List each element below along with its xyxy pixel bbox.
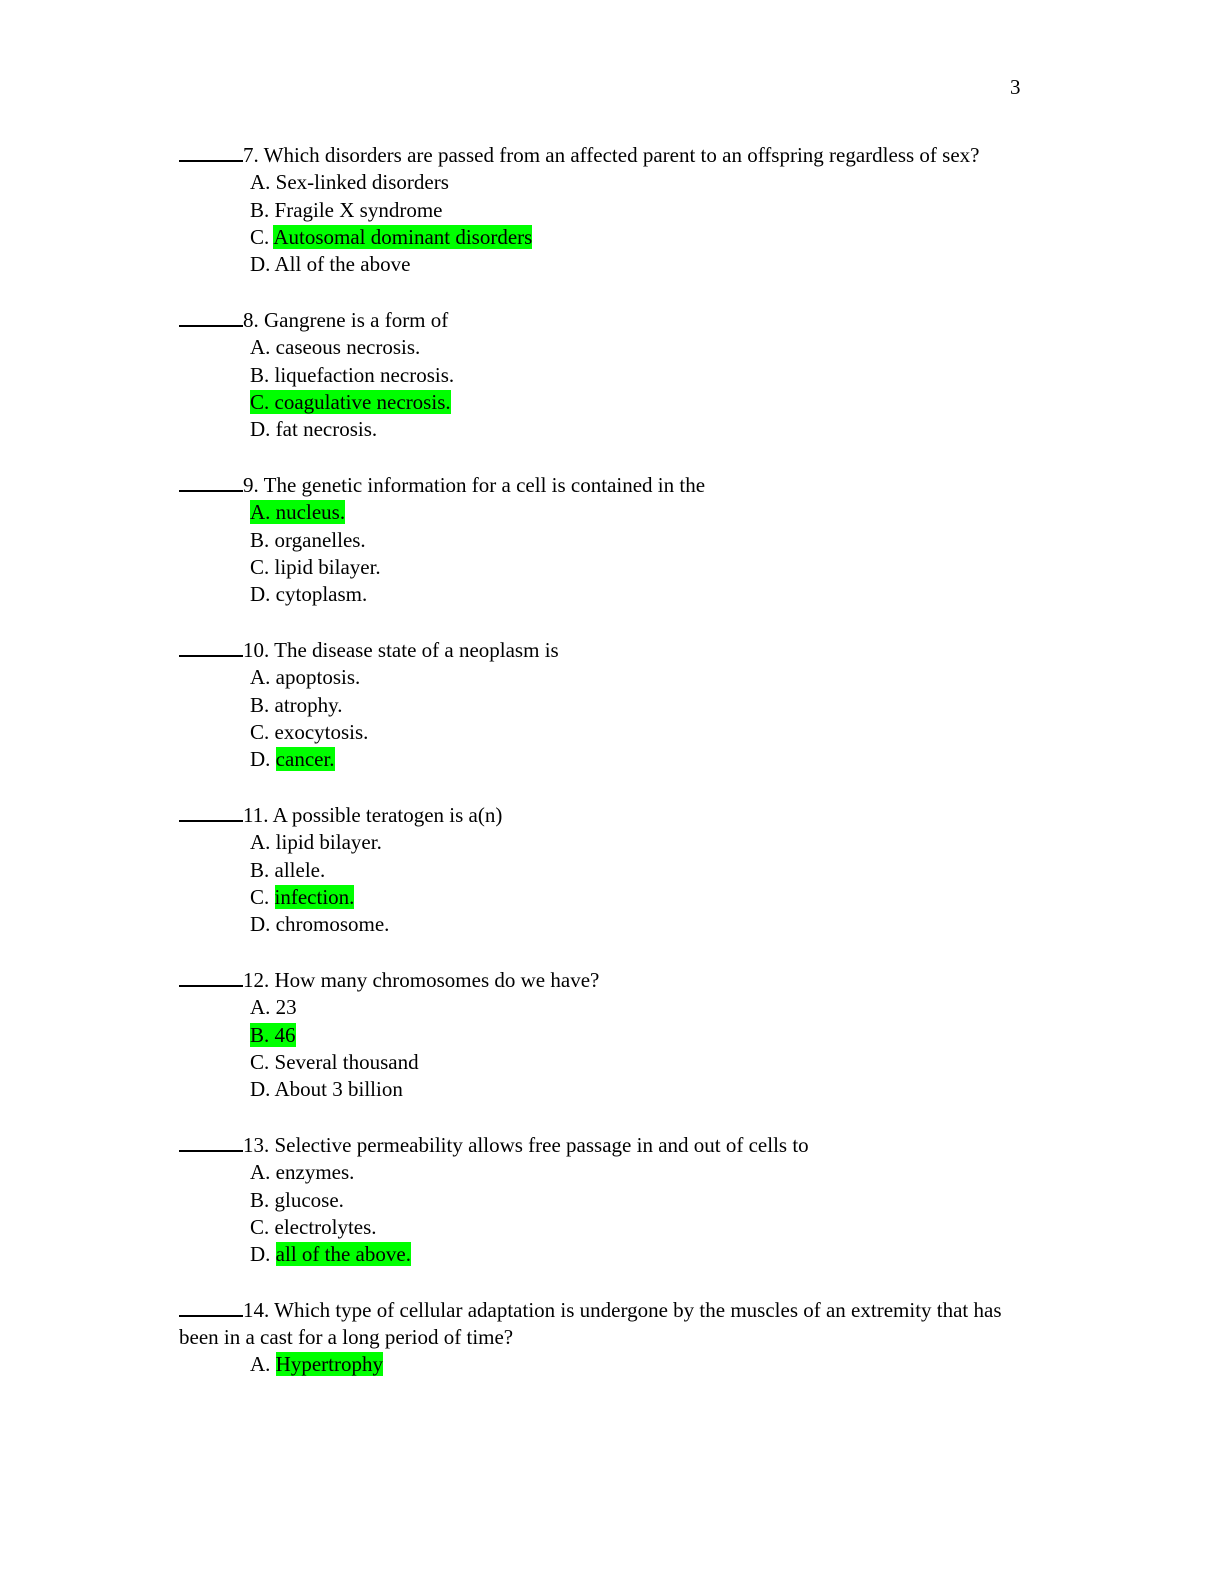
question-text: The genetic information for a cell is contained in the [258,472,706,497]
question-stem [179,636,1039,664]
question-number: 11. [243,802,269,827]
option-letter: C. [250,389,270,414]
option-letter: A. [250,335,271,360]
option-letter: B. [250,1187,270,1212]
option-list [250,1351,1039,1378]
answer-option [250,1214,1039,1241]
option-text: allele. [274,857,326,882]
option-letter: D. [250,1077,271,1102]
question-stem [179,471,1039,499]
option-letter: A. [250,500,271,525]
option-text: apoptosis. [275,665,361,690]
question-12 [179,966,1039,1103]
option-list [250,829,1039,938]
answer-option [250,1187,1039,1214]
option-letter: A. [250,1160,271,1185]
option-letter: B. [250,1022,270,1047]
option-text: infection. [274,884,355,909]
question-10 [179,636,1039,773]
option-text: All of the above [274,252,411,277]
question-11 [179,801,1039,938]
option-text: cancer. [275,747,335,772]
answer-option [250,224,1039,251]
option-letter: B. [250,857,270,882]
option-text: chromosome. [275,912,390,937]
option-letter: C. [250,224,270,249]
option-letter: D. [250,417,271,442]
question-stem [179,1296,1039,1352]
answer-blank [179,801,243,822]
answer-option [250,1241,1039,1268]
question-stem [179,141,1039,169]
question-14 [179,1296,1039,1379]
answer-option [250,911,1039,938]
answer-option [250,884,1039,911]
answer-option [250,554,1039,581]
option-letter: C. [250,884,270,909]
answer-blank [179,966,243,987]
answer-option [250,994,1039,1021]
option-text: electrolytes. [274,1214,377,1239]
answer-option [250,1351,1039,1378]
question-stem [179,306,1039,334]
answer-option [250,1076,1039,1103]
option-letter: C. [250,1049,270,1074]
option-letter: A. [250,1352,271,1377]
answer-blank [179,1296,243,1317]
option-letter: A. [250,995,271,1020]
answer-option [250,1049,1039,1076]
question-stem [179,801,1039,829]
question-8 [179,306,1039,443]
question-text: Selective permeability allows free passage in and out of cells to [269,1132,809,1157]
option-list [250,334,1039,443]
answer-option [250,251,1039,278]
question-number: 10. [243,637,270,662]
option-text: glucose. [274,1187,344,1212]
option-letter: A. [250,830,271,855]
option-text: 23 [275,995,297,1020]
question-text: How many chromosomes do we have? [269,967,600,992]
answer-option [250,389,1039,416]
question-text: Which disorders are passed from an affected parent to an offspring regardless of sex? [258,143,980,167]
answer-option [250,169,1039,196]
option-text: organelles. [274,527,366,552]
option-text: lipid bilayer. [274,554,381,579]
option-letter: A. [250,170,271,195]
answer-option [250,527,1039,554]
question-list [179,141,1039,1406]
option-text: enzymes. [275,1160,355,1185]
answer-option [250,1022,1039,1049]
answer-option [250,362,1039,389]
option-text: cytoplasm. [275,582,368,607]
option-letter: B. [250,362,270,387]
answer-blank [179,1131,243,1152]
option-text: Sex-linked disorders [275,170,449,195]
answer-option [250,857,1039,884]
question-text: A possible teratogen is a(n) [268,802,503,827]
option-letter: A. [250,665,271,690]
option-letter: C. [250,719,270,744]
question-number: 7. [243,143,259,167]
option-text: liquefaction necrosis. [274,362,455,387]
question-text: Gangrene is a form of [258,307,449,332]
question-number: 9. [243,472,259,497]
option-letter: D. [250,1242,271,1267]
answer-option [250,197,1039,224]
question-stem [179,1131,1039,1159]
option-list [250,994,1039,1103]
option-text: lipid bilayer. [275,830,382,855]
option-text: atrophy. [274,692,343,717]
option-letter: D. [250,582,271,607]
answer-option [250,746,1039,773]
option-letter: B. [250,692,270,717]
question-number: 13. [243,1132,270,1157]
option-text: coagulative necrosis. [274,389,451,414]
question-stem [179,966,1039,994]
option-text: About 3 billion [274,1077,403,1102]
option-letter: D. [250,912,271,937]
question-number: 14. [243,1297,270,1322]
option-text: fat necrosis. [275,417,378,442]
option-text: 46 [274,1022,296,1047]
question-number: 8. [243,307,259,332]
question-text: Which type of cellular adaptation is undergone by the muscles of an extremity that has been in a cast for a long period of time? [179,1297,1002,1350]
question-text: The disease state of a neoplasm is [269,637,559,662]
question-9 [179,471,1039,608]
answer-option [250,334,1039,361]
option-text: caseous necrosis. [275,335,421,360]
answer-option [250,499,1039,526]
answer-option [250,1159,1039,1186]
option-letter: C. [250,1214,270,1239]
answer-blank [179,636,243,657]
answer-blank [179,141,243,162]
option-list [250,664,1039,773]
option-text: Hypertrophy [275,1352,383,1377]
option-text: all of the above. [275,1242,411,1267]
option-list [250,1159,1039,1268]
option-list [250,499,1039,608]
option-text: exocytosis. [274,719,369,744]
option-text: Autosomal dominant disorders [273,224,533,249]
answer-option [250,581,1039,608]
answer-option [250,664,1039,691]
option-text: nucleus. [275,500,346,525]
option-text: Fragile X syndrome [274,197,443,222]
option-letter: B. [250,527,270,552]
option-letter: C. [250,554,270,579]
option-list [250,169,1039,278]
option-letter: D. [250,747,271,772]
option-text: Several thousand [274,1049,419,1074]
answer-option [250,829,1039,856]
option-letter: D. [250,252,271,277]
answer-blank [179,471,243,492]
question-number: 12. [243,967,270,992]
answer-blank [179,306,243,327]
answer-option [250,416,1039,443]
answer-option [250,692,1039,719]
option-letter: B. [250,197,270,222]
question-7 [179,141,1039,278]
answer-option [250,719,1039,746]
question-13 [179,1131,1039,1268]
page-number: 3 [1010,75,1021,99]
